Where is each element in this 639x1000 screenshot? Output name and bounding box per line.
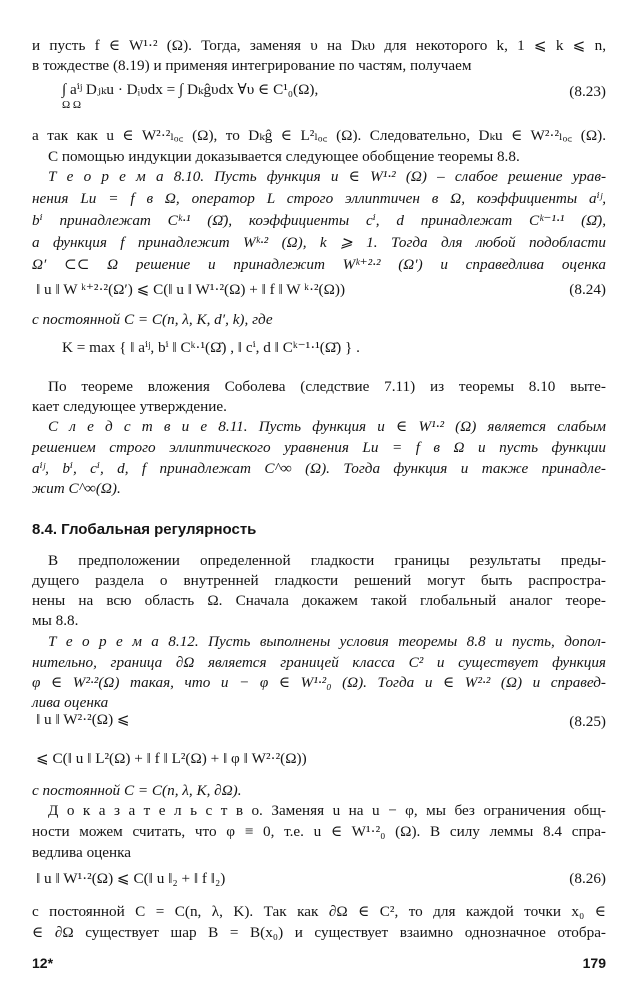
theorem-line: лива оценка <box>32 694 109 711</box>
formula-subscript-line: Ω Ω <box>62 99 82 111</box>
text-line: С помощью индукции доказывается следующее обобщение теоремы 8.8. <box>48 148 520 165</box>
formula-line: K = max { ‖ aⁱʲ, bⁱ ‖ Cᵏ·¹(Ω̄) , ‖ cⁱ, d ‖ Cᵏ⁻¹·¹(Ω̄) } . <box>62 339 360 356</box>
formula-line: ∫ aⁱʲ Dⱼₖu · Dᵢυdx = ∫ Dₖĝυdx ∀υ ∈ C¹₀(Ω), <box>62 81 319 98</box>
text-line: мы 8.8. <box>32 612 79 629</box>
equation-number: (8.25) <box>569 713 606 730</box>
text-line: По теореме вложения Соболева (следствие 7.11) из теоремы 8.10 выте- <box>48 378 606 395</box>
proof-line: Д о к а з а т е л ь с т в о. Заменяя u на u − φ, мы без ограничения общ- <box>48 802 606 819</box>
theorem-line: нительно, граница ∂Ω является границей класса C² и существует функция <box>32 654 606 671</box>
corollary-line: решением строго эллиптического уравнения Lu = f в Ω и пусть функции <box>32 439 606 456</box>
text-line: ∈ ∂Ω существует шар B = B(x₀) и существует взаимно однозначное отобра- <box>32 924 606 941</box>
text-line: и пусть f ∈ W¹·² (Ω). Тогда, заменяя υ на Dₖυ для некоторого k, 1 ⩽ k ⩽ n, <box>32 37 606 54</box>
theorem-line: Т е о р е м а 8.10. Пусть функция u ∈ W¹·² (Ω) – слабое решение урав- <box>48 168 606 185</box>
theorem-line: нения Lu = f в Ω, оператор L строго эллиптичен в Ω, коэффициенты aⁱʲ, <box>32 190 606 207</box>
text-line: ности можем считать, что φ ≡ 0, т.е. u ∈ W¹·²₀ (Ω). В силу леммы 8.4 спра- <box>32 823 606 840</box>
text-line: с постоянной C = C(n, λ, K, d′, k), где <box>32 311 273 328</box>
text-line: ведлива оценка <box>32 844 132 861</box>
formula-line: ⩽ C(‖ u ‖ L²(Ω) + ‖ f ‖ L²(Ω) + ‖ φ ‖ W²·²(Ω)) <box>36 750 307 767</box>
equation-number: (8.23) <box>569 83 606 100</box>
text-line: В предположении определенной гладкости границы результаты преды- <box>48 552 606 569</box>
theorem-line: bⁱ принадлежат Cᵏ·¹ (Ω̄), коэффициенты cⁱ, d принадлежат Cᵏ⁻¹·¹ (Ω̄), <box>32 212 606 229</box>
theorem-line: а функция f принадлежит Wᵏ·² (Ω), k ⩾ 1. Тогда для любой подобласти <box>32 234 606 251</box>
corollary-line: aⁱʲ, bⁱ, cⁱ, d, f принадлежат C^∞ (Ω). Тогда функция и также принадле- <box>32 460 606 477</box>
theorem-line: Т е о р е м а 8.12. Пусть выполнены условия теоремы 8.8 и пусть, допол- <box>48 633 606 650</box>
text-line: кает следующее утверждение. <box>32 398 227 415</box>
formula-line: ‖ u ‖ W ᵏ⁺²·²(Ω′) ⩽ C(‖ u ‖ W¹·²(Ω) + ‖ f ‖ W ᵏ·²(Ω)) <box>36 281 346 298</box>
equation-number: (8.26) <box>569 870 606 887</box>
corollary-line: С л е д с т в и е 8.11. Пусть функция u ∈ W¹·² (Ω) является слабым <box>48 418 606 435</box>
equation-number: (8.24) <box>569 281 606 298</box>
text-line: в тождестве (8.19) и применяя интегрирование по частям, получаем <box>32 57 472 74</box>
text-line: а так как u ∈ W²·²ₗₒ꜀ (Ω), то Dₖĝ ∈ L²ₗₒ꜀ (Ω). Следовательно, Dₖu ∈ W²·²ₗₒ꜀ (Ω). <box>32 127 606 144</box>
page-number: 179 <box>582 955 606 971</box>
text-line: с постоянной C = C(n, λ, K, ∂Ω). <box>32 782 242 799</box>
corollary-line: жит C^∞(Ω). <box>32 480 121 497</box>
text-line: нены на всю область Ω. Сначала докажем такой глобальный аналог теоре- <box>32 592 606 609</box>
formula-line: ‖ u ‖ W²·²(Ω) ⩽ <box>36 711 130 728</box>
formula-line: ‖ u ‖ W¹·²(Ω) ⩽ C(‖ u ‖₂ + ‖ f ‖₂) <box>36 870 226 887</box>
theorem-line: Ω′ ⊂⊂ Ω решение и принадлежит Wᵏ⁺²·² (Ω′) и справедлива оценка <box>32 256 606 273</box>
theorem-line: φ ∈ W²·²(Ω) такая, что u − φ ∈ W¹·²₀ (Ω). Тогда u ∈ W²·² (Ω) и справед- <box>32 674 606 691</box>
signature-mark: 12* <box>32 955 54 971</box>
section-heading: 8.4. Глобальная регулярность <box>32 521 257 538</box>
text-line: с постоянной C = C(n, λ, K). Так как ∂Ω ∈ C², то для каждой точки x₀ ∈ <box>32 903 606 920</box>
text-line: дущего раздела о внутренней гладкости решений могут быть распростра- <box>32 572 606 589</box>
